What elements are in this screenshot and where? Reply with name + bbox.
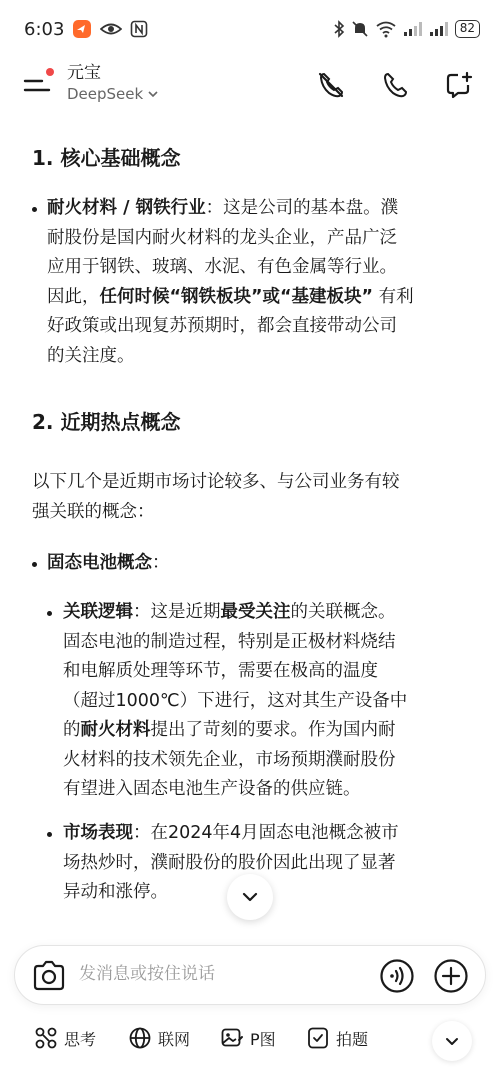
tool-photo-question[interactable]: 拍题 bbox=[306, 1026, 368, 1050]
sub-bullet-dot bbox=[47, 611, 52, 616]
think-icon bbox=[34, 1026, 58, 1050]
title-block bbox=[67, 62, 159, 104]
tool-image-edit[interactable]: P图 bbox=[220, 1026, 276, 1050]
bullet-label: 固态电池概念： bbox=[47, 553, 170, 573]
app-header bbox=[0, 58, 500, 114]
voice-icon bbox=[379, 958, 415, 994]
camera-button[interactable] bbox=[31, 959, 67, 993]
message-input[interactable] bbox=[79, 964, 369, 984]
photo-question-icon bbox=[306, 1026, 330, 1050]
notification-dot bbox=[46, 68, 54, 76]
mute-call-icon bbox=[316, 70, 346, 100]
status-bar bbox=[0, 0, 500, 58]
camera-icon bbox=[31, 959, 67, 993]
sub-bullet-paragraph: 关联逻辑：这是近期最受关注的关联概念。 固态电池的制造过程，特别是正极材料烧结 和电解质处理等环节，需要在极高的温度 （超过1000℃）下进行，这对其生产设备中 的耐火材料提出了苛刻的要求。作为国内耐 火材料的技术领先企业，市场预期濮耐股份 有望进入固态电池生产设备的供应链。 bbox=[63, 602, 408, 799]
sub-bullet-paragraph: 市场表现：在2024年4月固态电池概念被市 场热炒时，濮耐股份的股价因此出现了显著 异动和涨停。 bbox=[63, 823, 399, 902]
bullet-dot bbox=[32, 207, 37, 212]
plus-icon bbox=[433, 958, 469, 994]
tool-think[interactable]: 思考 bbox=[34, 1026, 96, 1050]
section-heading: 2. 近期热点概念 bbox=[32, 410, 181, 434]
bottom-toolbar bbox=[0, 1018, 500, 1064]
battery-indicator: 82 bbox=[455, 20, 480, 38]
voice-button[interactable] bbox=[379, 958, 415, 994]
menu-button[interactable] bbox=[22, 68, 56, 100]
section-heading: 1. 核心基础概念 bbox=[32, 146, 181, 170]
eye-icon bbox=[100, 20, 122, 38]
bullet-paragraph: 耐火材料 / 钢铁行业：这是公司的基本盘。濮 耐股份是国内耐火材料的龙头企业，产品广泛 应用于钢铁、玻璃、水泥、有色金属等行业。 因此，任何时候“钢铁板块”或“基建板块” 有利 好政策或出现复苏预期时，都会直接带动公司 的关注度。 bbox=[47, 198, 414, 366]
tool-web-search[interactable]: 联网 bbox=[128, 1026, 190, 1050]
sub-bullet-dot bbox=[47, 832, 52, 837]
signal-icon bbox=[429, 21, 449, 37]
bullet-dot bbox=[32, 562, 37, 567]
app-notify-icon bbox=[72, 19, 92, 39]
call-button[interactable] bbox=[378, 68, 412, 102]
model-name: DeepSeek bbox=[67, 85, 144, 103]
wifi-icon bbox=[375, 20, 397, 38]
globe-icon bbox=[128, 1026, 152, 1050]
message-composer bbox=[14, 945, 486, 1005]
model-selector[interactable] bbox=[67, 84, 159, 104]
mute-icon bbox=[351, 20, 369, 38]
signal-icon bbox=[403, 21, 423, 37]
chevron-down-icon bbox=[147, 88, 159, 100]
chevron-down-icon bbox=[240, 887, 260, 907]
intro-paragraph: 以下几个是近期市场讨论较多、与公司业务有较 强关联的概念： bbox=[32, 472, 400, 522]
image-edit-icon bbox=[220, 1026, 244, 1050]
chevron-down-icon bbox=[443, 1032, 461, 1050]
scroll-to-bottom-button[interactable] bbox=[227, 874, 273, 920]
phone-icon bbox=[380, 70, 410, 100]
nfc-icon bbox=[130, 20, 148, 38]
new-chat-button[interactable] bbox=[442, 68, 476, 102]
app-title: 元宝 bbox=[67, 63, 101, 83]
status-time: 6:03 bbox=[24, 18, 65, 40]
mute-call-button[interactable] bbox=[314, 68, 348, 102]
bluetooth-icon bbox=[333, 20, 345, 38]
toolbar-expand-button[interactable] bbox=[432, 1021, 472, 1061]
chat-content[interactable] bbox=[0, 114, 500, 930]
add-attachment-button[interactable] bbox=[433, 958, 469, 994]
new-chat-icon bbox=[444, 70, 474, 100]
